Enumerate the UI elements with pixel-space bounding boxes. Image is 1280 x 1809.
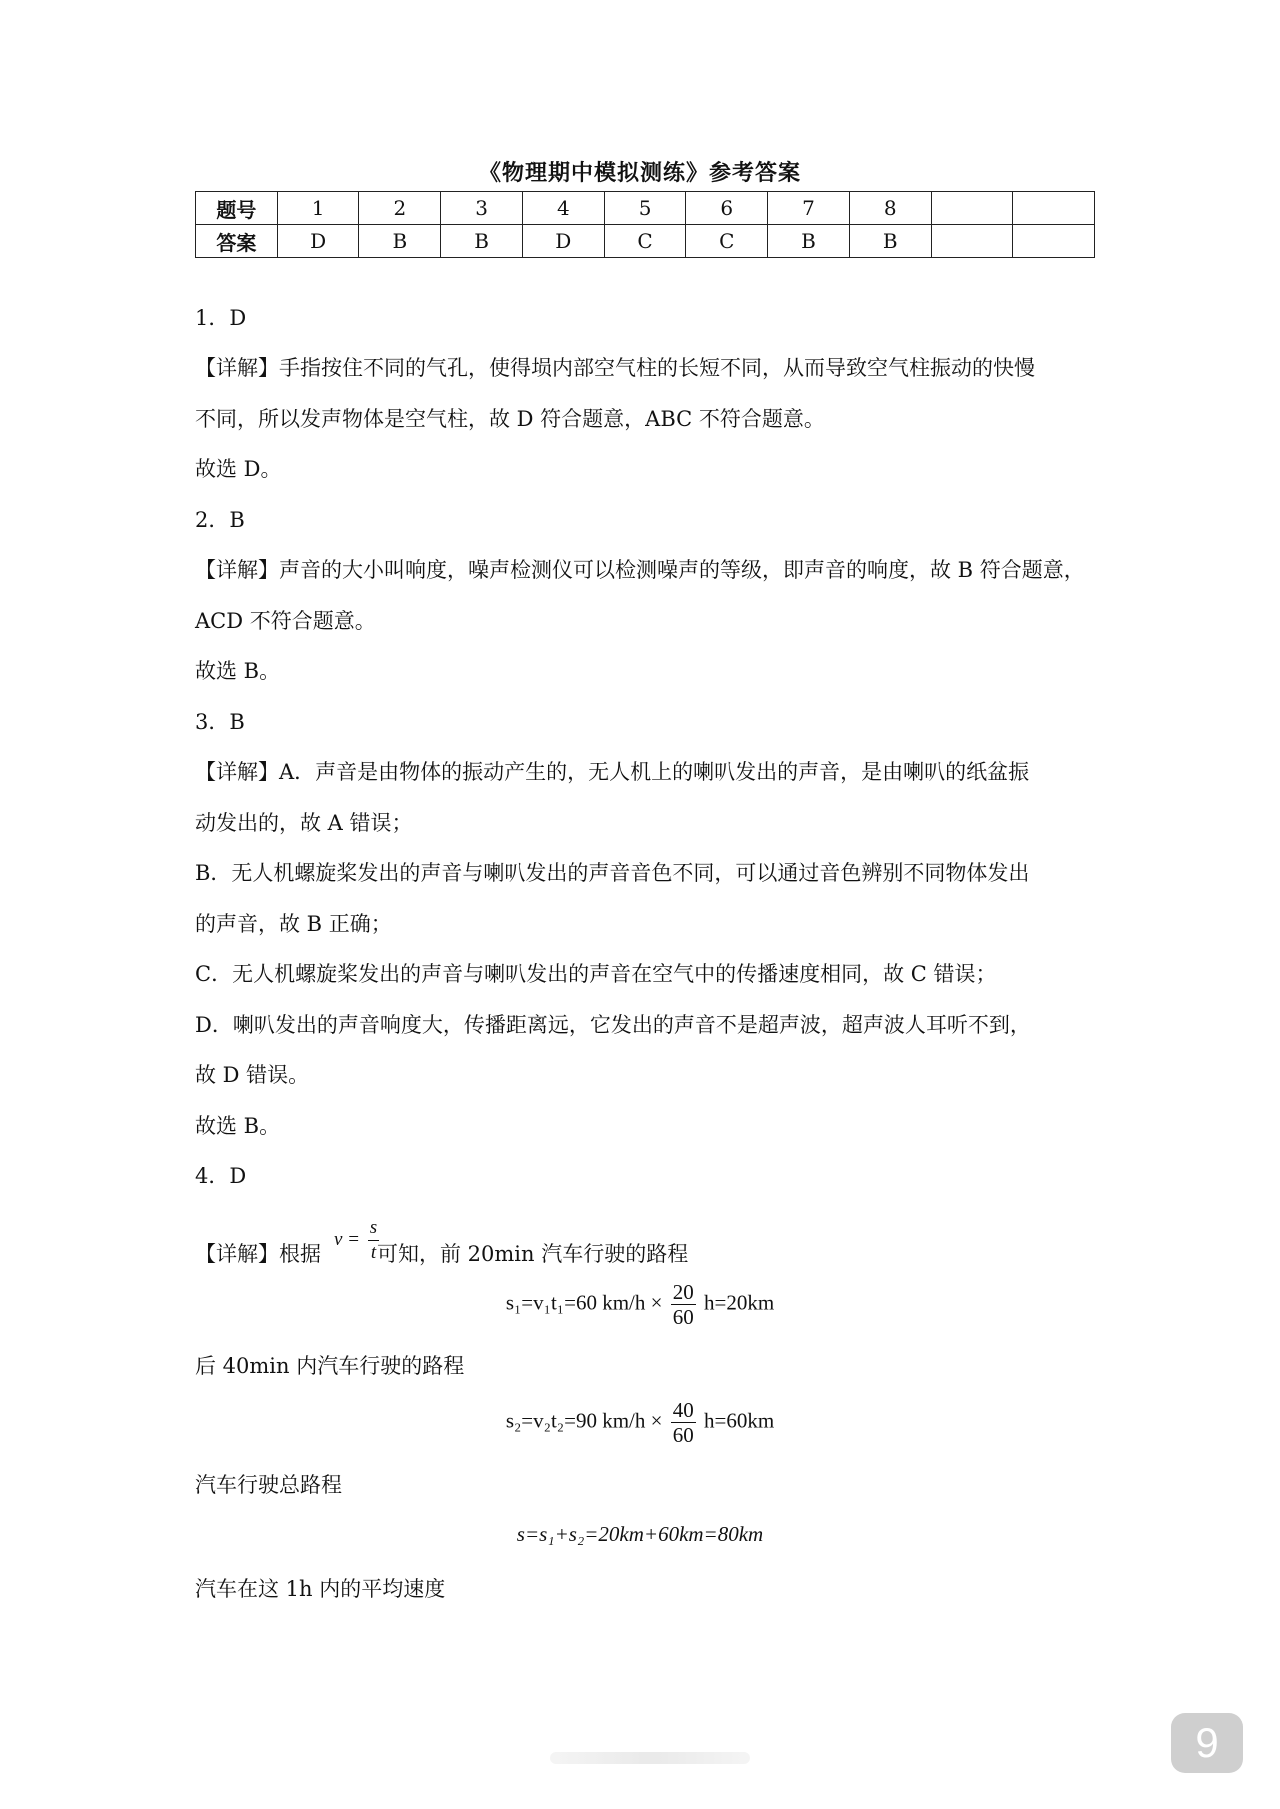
q3-conclusion: 故选 B。 xyxy=(195,1114,281,1138)
q4-equation-1 xyxy=(0,1280,1280,1329)
table-cell: 7 xyxy=(768,192,850,225)
table-row-answers xyxy=(196,225,1095,258)
table-cell: C xyxy=(604,225,686,258)
table-cell: 2 xyxy=(359,192,441,225)
velocity-formula-denominator: t xyxy=(370,1242,377,1263)
table-cell: B xyxy=(359,225,441,258)
answer-table xyxy=(195,191,1095,258)
q3-option-a-line1: 【详解】A．声音是由物体的振动产生的，无人机上的喇叭发出的声音，是由喇叭的纸盆振 xyxy=(195,760,1030,784)
q4-equation-3: s=s₁+s₂=20km+60km=80km xyxy=(516,1522,764,1546)
table-cell: 6 xyxy=(686,192,768,225)
eq2-prefix: s₂=v₂t₂=90 km/h × xyxy=(505,1408,663,1433)
q4-detail-line1 xyxy=(195,1239,688,1269)
table-cell: B xyxy=(849,225,931,258)
q4-detail-prefix: 【详解】根据 xyxy=(195,1242,321,1266)
eq2-numerator: 40 xyxy=(672,1398,694,1422)
page-number-badge: 9 xyxy=(1171,1713,1243,1773)
table-cell: 8 xyxy=(849,192,931,225)
velocity-formula xyxy=(334,1216,382,1265)
document-title: 《物理期中模拟测练》参考答案 xyxy=(478,160,801,186)
q2-heading: 2．B xyxy=(195,508,245,532)
q2-detail-line1: 【详解】声音的大小叫响度，噪声检测仪可以检测噪声的等级，即声音的响度，故 B 符合题意， xyxy=(195,558,1085,582)
q2-conclusion: 故选 B。 xyxy=(195,659,281,683)
q4-text-3: 汽车行驶总路程 xyxy=(195,1473,342,1497)
table-cell xyxy=(931,225,1013,258)
table-cell: B xyxy=(441,225,523,258)
q1-detail-line2: 不同，所以发声物体是空气柱，故 D 符合题意，ABC 不符合题意。 xyxy=(195,407,825,431)
q4-text-2: 后 40min 内汽车行驶的路程 xyxy=(195,1354,465,1378)
q4-text-4: 汽车在这 1h 内的平均速度 xyxy=(195,1577,446,1601)
eq2-suffix: h=60km xyxy=(703,1408,775,1433)
velocity-formula-numerator: s xyxy=(368,1216,379,1241)
watermark xyxy=(550,1752,750,1764)
eq1-numerator: 20 xyxy=(672,1280,694,1304)
q4-equation-2 xyxy=(0,1398,1280,1447)
q1-heading: 1．D xyxy=(195,306,247,330)
table-cell: B xyxy=(768,225,850,258)
eq1-denominator: 60 xyxy=(672,1305,694,1329)
table-cell xyxy=(931,192,1013,225)
q1-detail-line1: 【详解】手指按住不同的气孔，使得埙内部空气柱的长短不同，从而导致空气柱振动的快慢 xyxy=(195,356,1035,380)
q1-conclusion: 故选 D。 xyxy=(195,457,282,481)
velocity-formula-lhs: v = xyxy=(334,1228,361,1250)
q3-option-b-line2: 的声音，故 B 正确； xyxy=(195,912,392,936)
q3-option-a-line2: 动发出的，故 A 错误； xyxy=(195,811,413,835)
table-cell xyxy=(1013,192,1095,225)
q3-option-d-line2: 故 D 错误。 xyxy=(195,1063,310,1087)
q3-option-c-line1: C．无人机螺旋桨发出的声音与喇叭发出的声音在空气中的传播速度相同，故 C 错误； xyxy=(195,962,997,986)
q3-option-d-line1: D．喇叭发出的声音响度大，传播距离远，它发出的声音不是超声波，超声波人耳听不到， xyxy=(195,1013,1031,1037)
table-cell: 3 xyxy=(441,192,523,225)
table-cell: D xyxy=(522,225,604,258)
q3-heading: 3．B xyxy=(195,710,245,734)
table-row-question-numbers xyxy=(196,192,1095,225)
table-cell xyxy=(1013,225,1095,258)
q2-detail-line2: ACD 不符合题意。 xyxy=(195,609,376,633)
table-cell: 4 xyxy=(522,192,604,225)
eq1-prefix: s₁=v₁t₁=60 km/h × xyxy=(505,1290,663,1315)
q4-heading: 4．D xyxy=(195,1164,247,1188)
table-cell: 5 xyxy=(604,192,686,225)
q3-option-b-line1: B．无人机螺旋桨发出的声音与喇叭发出的声音音色不同，可以通过音色辨别不同物体发出 xyxy=(195,861,1030,885)
table-cell: D xyxy=(277,225,359,258)
q4-detail-suffix: 可知，前 20min 汽车行驶的路程 xyxy=(377,1242,689,1266)
table-cell: C xyxy=(686,225,768,258)
table-cell: 1 xyxy=(277,192,359,225)
table-header-answer: 答案 xyxy=(196,225,278,258)
eq1-suffix: h=20km xyxy=(703,1290,775,1315)
table-header-question-number: 题号 xyxy=(196,192,278,225)
eq2-denominator: 60 xyxy=(672,1423,694,1447)
